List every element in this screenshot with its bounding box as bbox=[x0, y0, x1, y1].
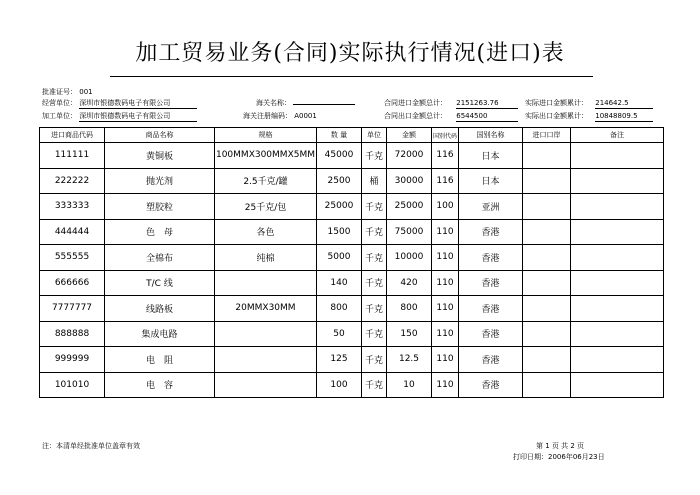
table-cell bbox=[523, 168, 571, 194]
table-cell: 塑胶粒 bbox=[105, 194, 215, 220]
table-row bbox=[40, 321, 664, 347]
table-cell bbox=[571, 321, 664, 347]
table-cell: 千克 bbox=[362, 245, 387, 271]
actual-import-value: 214642.5 bbox=[595, 99, 653, 109]
table-cell: 2500 bbox=[317, 168, 362, 194]
table-cell: 116 bbox=[432, 143, 459, 169]
table-cell: 7777777 bbox=[40, 296, 105, 322]
table-cell: 999999 bbox=[40, 347, 105, 373]
table-cell: 12.5 bbox=[387, 347, 432, 373]
column-header: 进口商品代码 bbox=[40, 128, 105, 143]
import-total-value: 2151263.76 bbox=[456, 99, 518, 109]
table-cell bbox=[523, 296, 571, 322]
table-row bbox=[40, 245, 664, 271]
operator-row bbox=[42, 99, 197, 109]
import-total-label: 合同进口金额总计： bbox=[384, 99, 447, 107]
table-row bbox=[40, 347, 664, 373]
table-cell: 100 bbox=[317, 372, 362, 398]
customs-row bbox=[256, 99, 355, 108]
table-cell: 黄铜板 bbox=[105, 143, 215, 169]
table-cell: 香港 bbox=[459, 219, 523, 245]
table-cell: 75000 bbox=[387, 219, 432, 245]
operator-value: 深圳市银德数码电子有限公司 bbox=[79, 99, 197, 109]
table-cell: 香港 bbox=[459, 245, 523, 271]
processor-value: 深圳市银德数码电子有限公司 bbox=[79, 112, 197, 122]
table-cell bbox=[571, 347, 664, 373]
table-cell bbox=[571, 296, 664, 322]
export-total-value: 6544500 bbox=[456, 112, 518, 122]
table-cell: 香港 bbox=[459, 321, 523, 347]
table-cell: 千克 bbox=[362, 372, 387, 398]
table-cell: 10 bbox=[387, 372, 432, 398]
page-indicator: 第 1 页 共 2 页 bbox=[536, 442, 585, 450]
table-cell: 222222 bbox=[40, 168, 105, 194]
table-cell: 千克 bbox=[362, 194, 387, 220]
table-cell bbox=[215, 347, 317, 373]
table-cell: 千克 bbox=[362, 296, 387, 322]
table-cell bbox=[523, 219, 571, 245]
table-cell bbox=[571, 372, 664, 398]
table-cell: 千克 bbox=[362, 270, 387, 296]
table-cell bbox=[523, 372, 571, 398]
customs-reg-value: A0001 bbox=[294, 112, 317, 120]
table-cell: 各色 bbox=[215, 219, 317, 245]
table-cell bbox=[571, 168, 664, 194]
import-total-row bbox=[384, 99, 518, 109]
processor-row bbox=[42, 112, 197, 122]
table-cell: 线路板 bbox=[105, 296, 215, 322]
table-cell: 333333 bbox=[40, 194, 105, 220]
table-cell: 电 容 bbox=[105, 372, 215, 398]
actual-export-label: 实际出口金额累计： bbox=[525, 112, 588, 120]
table-cell: 千克 bbox=[362, 321, 387, 347]
export-total-label: 合同出口金额总计： bbox=[384, 112, 447, 120]
table-row bbox=[40, 219, 664, 245]
table-row bbox=[40, 372, 664, 398]
table-cell: 25千克/包 bbox=[215, 194, 317, 220]
table-cell: 1500 bbox=[317, 219, 362, 245]
table-row bbox=[40, 194, 664, 220]
table-cell bbox=[215, 372, 317, 398]
table-cell: 555555 bbox=[40, 245, 105, 271]
table-cell: 50 bbox=[317, 321, 362, 347]
column-header: 数 量 bbox=[317, 128, 362, 143]
table-cell: 电 阻 bbox=[105, 347, 215, 373]
table-cell: 110 bbox=[432, 270, 459, 296]
customs-reg-row bbox=[243, 112, 317, 121]
column-header: 金额 bbox=[387, 128, 432, 143]
actual-export-row bbox=[525, 112, 653, 122]
table-cell bbox=[523, 347, 571, 373]
table-cell: 110 bbox=[432, 219, 459, 245]
table-cell bbox=[571, 194, 664, 220]
table-cell: 444444 bbox=[40, 219, 105, 245]
table-row bbox=[40, 270, 664, 296]
table-cell bbox=[571, 219, 664, 245]
import-execution-table bbox=[39, 127, 664, 398]
table-cell: 25000 bbox=[317, 194, 362, 220]
table-cell: 纯棉 bbox=[215, 245, 317, 271]
table-cell: 110 bbox=[432, 296, 459, 322]
table-cell: 千克 bbox=[362, 219, 387, 245]
customs-reg-label: 海关注册编码： bbox=[243, 112, 292, 120]
table-cell: 110 bbox=[432, 245, 459, 271]
table-cell: 香港 bbox=[459, 372, 523, 398]
table-cell bbox=[523, 143, 571, 169]
table-cell bbox=[215, 270, 317, 296]
table-cell: 72000 bbox=[387, 143, 432, 169]
table-cell: 色 母 bbox=[105, 219, 215, 245]
table-cell: 116 bbox=[432, 168, 459, 194]
table-cell: 香港 bbox=[459, 296, 523, 322]
processor-label: 加工单位： bbox=[42, 112, 77, 120]
column-header: 国别名称 bbox=[459, 128, 523, 143]
table-row bbox=[40, 296, 664, 322]
actual-import-label: 实际进口金额累计： bbox=[525, 99, 588, 107]
table-cell: 桶 bbox=[362, 168, 387, 194]
table-cell bbox=[523, 270, 571, 296]
table-cell: 125 bbox=[317, 347, 362, 373]
table-cell: 420 bbox=[387, 270, 432, 296]
column-header: 商品名称 bbox=[105, 128, 215, 143]
table-cell: 香港 bbox=[459, 270, 523, 296]
actual-export-value: 10848809.5 bbox=[595, 112, 653, 122]
table-header-row bbox=[40, 128, 664, 143]
table-cell: 140 bbox=[317, 270, 362, 296]
table-cell: 100 bbox=[432, 194, 459, 220]
print-date: 打印日期：2006年06月23日 bbox=[513, 453, 605, 461]
table-cell: 888888 bbox=[40, 321, 105, 347]
export-total-row bbox=[384, 112, 518, 122]
footer-note: 注：本清单经批准单位盖章有效 bbox=[42, 442, 140, 450]
table-cell: 101010 bbox=[40, 372, 105, 398]
table-cell: 日本 bbox=[459, 143, 523, 169]
table-row bbox=[40, 143, 664, 169]
table-cell bbox=[571, 270, 664, 296]
title-underline bbox=[110, 76, 593, 77]
table-cell: 2.5千克/罐 bbox=[215, 168, 317, 194]
table-cell: 110 bbox=[432, 372, 459, 398]
table-cell: 千克 bbox=[362, 143, 387, 169]
table-cell: 日本 bbox=[459, 168, 523, 194]
column-header: 国别代码 bbox=[432, 128, 459, 143]
table-cell: 800 bbox=[387, 296, 432, 322]
table-cell: 10000 bbox=[387, 245, 432, 271]
table-cell: 666666 bbox=[40, 270, 105, 296]
table-cell: 30000 bbox=[387, 168, 432, 194]
table-cell bbox=[523, 245, 571, 271]
table-cell: 111111 bbox=[40, 143, 105, 169]
approval-no-value: 001 bbox=[79, 88, 93, 96]
customs-value bbox=[293, 104, 355, 105]
table-cell: 20MMX30MM bbox=[215, 296, 317, 322]
table-cell: 150 bbox=[387, 321, 432, 347]
table-cell: T/C 线 bbox=[105, 270, 215, 296]
table-cell: 5000 bbox=[317, 245, 362, 271]
column-header: 规格 bbox=[215, 128, 317, 143]
table-cell: 110 bbox=[432, 347, 459, 373]
column-header: 单位 bbox=[362, 128, 387, 143]
table-cell: 100MMX300MMX5MM bbox=[215, 143, 317, 169]
table-cell bbox=[571, 245, 664, 271]
approval-no-label: 批准证号： bbox=[42, 88, 77, 96]
table-cell: 千克 bbox=[362, 347, 387, 373]
table-cell bbox=[523, 321, 571, 347]
column-header: 备注 bbox=[571, 128, 664, 143]
table-cell bbox=[523, 194, 571, 220]
page-title: 加工贸易业务(合同)实际执行情况(进口)表 bbox=[135, 41, 565, 66]
table-cell bbox=[571, 143, 664, 169]
table-cell: 香港 bbox=[459, 347, 523, 373]
column-header: 进口口岸 bbox=[523, 128, 571, 143]
actual-import-row bbox=[525, 99, 653, 109]
table-cell: 全棉布 bbox=[105, 245, 215, 271]
table-cell: 45000 bbox=[317, 143, 362, 169]
operator-label: 经营单位： bbox=[42, 99, 77, 107]
table-cell: 25000 bbox=[387, 194, 432, 220]
customs-label: 海关名称： bbox=[256, 99, 291, 107]
table-cell: 800 bbox=[317, 296, 362, 322]
table-cell: 集成电路 bbox=[105, 321, 215, 347]
table-cell: 抛光剂 bbox=[105, 168, 215, 194]
table-cell: 110 bbox=[432, 321, 459, 347]
approval-no-row bbox=[42, 88, 93, 97]
table-row bbox=[40, 168, 664, 194]
table-cell: 亚洲 bbox=[459, 194, 523, 220]
table-cell bbox=[215, 321, 317, 347]
